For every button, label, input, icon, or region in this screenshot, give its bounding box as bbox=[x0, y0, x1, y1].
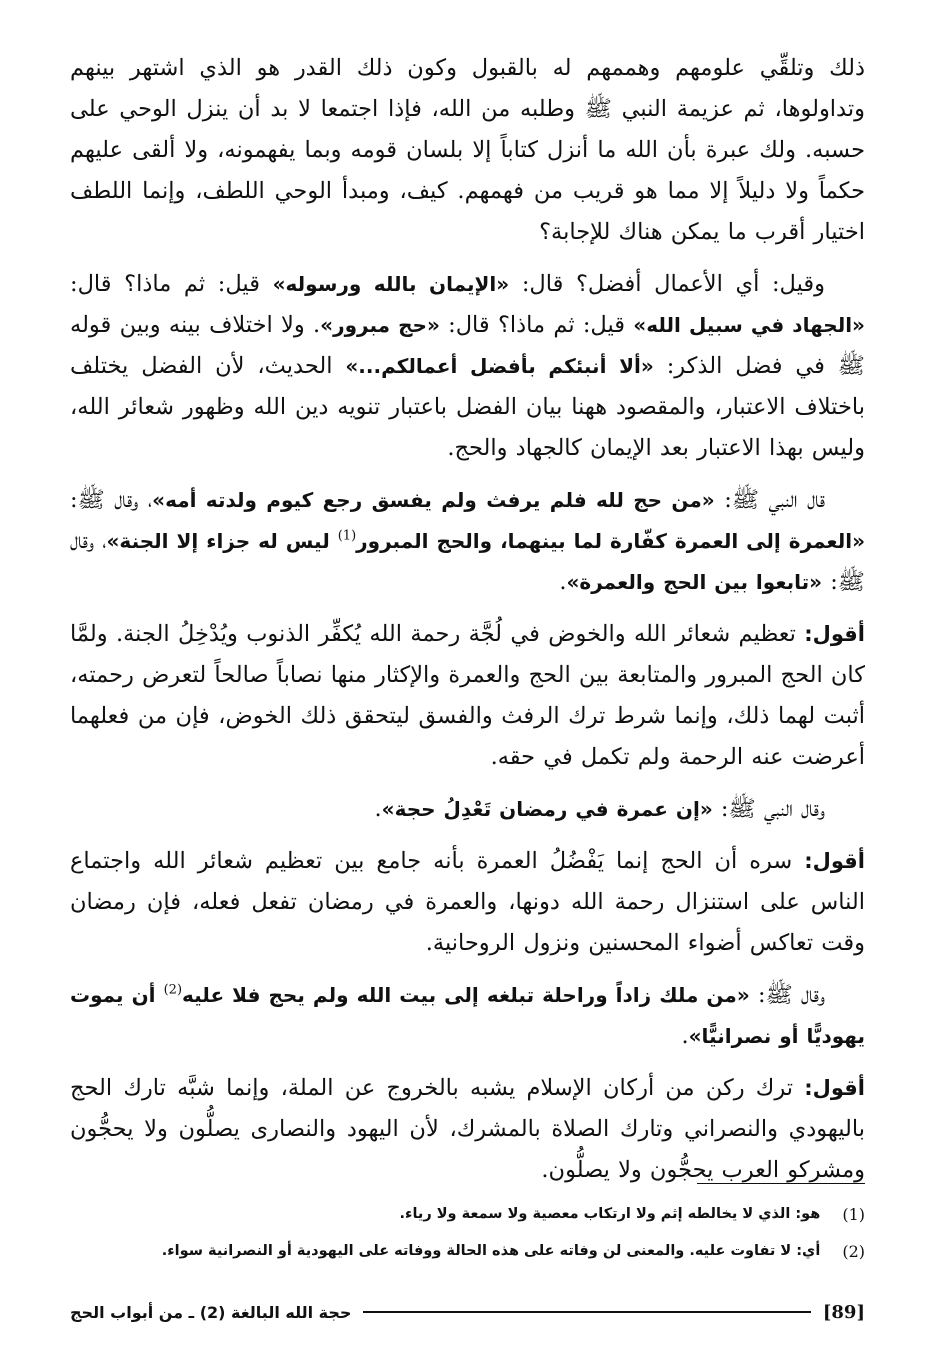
hadith-quote: «العمرة إلى العمرة كفّارة لما بينهما، والحج المبرور bbox=[356, 529, 866, 553]
hadith-quote: «تابعوا بين الحج والعمرة» bbox=[566, 570, 823, 594]
hadith-quote: «من ملك زاداً وراحلة تبلغه إلى بيت الله ولم يحج فلا عليه bbox=[182, 983, 750, 1007]
hadith-quote: «الإيمان بالله ورسوله» bbox=[272, 272, 510, 296]
footnote-marker: (1) bbox=[337, 528, 357, 544]
paragraph-text: . bbox=[681, 1023, 689, 1049]
footnote-text: أي: لا تفاوت عليه. والمعنى لن وفاته على هذه الحالة ووفاته على اليهودية أو النصرانية سواء. bbox=[161, 1243, 821, 1259]
paragraph-text: سره أن الحج إنما يَفْضُلُ العمرة بأنه جامع بين تعظيم شعائر الله واجتماع الناس على استنزال رحمة الله دونها، والعمرة في رمضان تفعل فعله، فإن رمضان وقت تعاكس أضواء المحسنين ونزول الروحانية. bbox=[70, 848, 865, 956]
paragraph-text: . ولا اختلاف بينه وبين قوله ﷺ في فضل الذكر: bbox=[70, 312, 865, 379]
paragraph bbox=[70, 1068, 865, 1191]
paragraph bbox=[70, 975, 865, 1057]
page-number: [89] bbox=[822, 1301, 865, 1323]
paragraph-text: الحديث، لأن الفضل يختلف باختلاف الاعتبار، والمقصود ههنا بيان الفضل باعتبار تنويه دين الله وظهور شعائر الله، وليس بهذا الاعتبار بعد الإيمان كالجهاد والحج. bbox=[70, 353, 865, 461]
hadith-quote: «حج مبرور» bbox=[320, 313, 440, 337]
commentary-label: أقول: bbox=[804, 849, 865, 873]
paragraph-text: تعظيم شعائر الله والخوض في لُجَّة رحمة الله يُكفِّر الذنوب ويُدْخِلُ الجنة. ولمَّا كان الحج المبرور والمتابعة بين الحج والعمرة والإكثار منها نصاباً صالحاً لتعرض رحمته، أثبت لهما ذلك، وإنما شرط ترك الرفث والفسق ليتحقق ذلك الخوض، فإن من فعلهما أعرضت عنه الرحمة ولم تكمل في حقه. bbox=[70, 621, 865, 770]
paragraph bbox=[70, 841, 865, 964]
running-title: حجة الله البالغة (2) ـ من أبواب الحج bbox=[70, 1302, 352, 1322]
footnotes bbox=[70, 1196, 865, 1270]
paragraph-text: ترك ركن من أركان الإسلام يشبه بالخروج عن الملة، وإنما شبَّه تارك الحج باليهودي والنصراني وتارك الصلاة بالمشرك، لأن اليهود والنصارى يصلُّون ولا يحجُّون ومشركو العرب يحجُّون ولا يصلُّون. bbox=[70, 1075, 865, 1183]
paragraph-text: قيل: ثم ماذا؟ قال: bbox=[70, 271, 273, 297]
footnote-number: (1) bbox=[842, 1205, 865, 1224]
paragraph bbox=[70, 480, 865, 603]
hadith-quote: «إن عمرة في رمضان تَعْدِلُ حجة» bbox=[381, 797, 713, 821]
footnote bbox=[70, 1233, 865, 1270]
paragraphs bbox=[70, 48, 865, 1191]
paragraph-text: وقال ﷺ: bbox=[749, 982, 826, 1008]
paragraph-text: ، وقال ﷺ: bbox=[70, 487, 153, 513]
commentary-label: أقول: bbox=[804, 622, 865, 646]
commentary-label: أقول: bbox=[804, 1076, 865, 1100]
paragraph-text: وقال النبي ﷺ: bbox=[712, 796, 825, 822]
hadith-quote: ليس له جزاء إلا الجنة» bbox=[106, 529, 338, 553]
page-body bbox=[70, 48, 865, 1202]
paragraph bbox=[70, 48, 865, 253]
paragraph-text: قال النبي ﷺ: bbox=[714, 487, 826, 513]
paragraph-text: قيل: ثم ماذا؟ قال: bbox=[439, 312, 634, 338]
page-footer bbox=[70, 1298, 865, 1326]
paragraph-text: وقيل: أي الأعمال أفضل؟ قال: bbox=[509, 271, 826, 297]
footnote-separator bbox=[697, 1183, 865, 1184]
hadith-quote: «من حج لله فلم يرفث ولم يفسق رجع كيوم ولدته أمه» bbox=[152, 488, 715, 512]
footnote-marker: (2) bbox=[163, 982, 183, 998]
footer-rule bbox=[363, 1311, 810, 1313]
paragraph bbox=[70, 264, 865, 469]
paragraph-text: ، وقال ﷺ: bbox=[70, 528, 865, 595]
footnote-number: (2) bbox=[842, 1242, 865, 1261]
hadith-quote: «ألا أنبئكم بأفضل أعمالكم...» bbox=[345, 354, 654, 378]
paragraph-text: . bbox=[559, 569, 567, 595]
paragraph bbox=[70, 789, 865, 830]
footnote-text: هو: الذي لا يخالطه إثم ولا ارتكاب معصية ولا سمعة ولا رياء. bbox=[399, 1206, 821, 1222]
hadith-quote: أن يموت يهوديًّا أو نصرانيًّا» bbox=[70, 983, 865, 1048]
paragraph-text: . bbox=[374, 796, 382, 822]
paragraph bbox=[70, 614, 865, 778]
footnote bbox=[70, 1196, 865, 1233]
hadith-quote: «الجهاد في سبيل الله» bbox=[633, 313, 865, 337]
paragraph-text: ذلك وتلقِّي علومهم وهممهم له بالقبول وكون ذلك القدر هو الذي اشتهر بينهم وتداولوها، ثم عزيمة النبي ﷺ وطلبه من الله، فإذا اجتمعا لا بد أن ينزل الوحي على حسبه. ولك عبرة بأن الله ما أنزل كتاباً إلا بلسان قومه وبما يفهمونه، ولا ألقى عليهم حكماً ولا دليلاً إلا مما هو قريب من فهمهم. كيف، ومبدأ الوحي اللطف، وإنما اللطف اختيار أقرب ما يمكن هناك للإجابة؟ bbox=[70, 55, 865, 245]
